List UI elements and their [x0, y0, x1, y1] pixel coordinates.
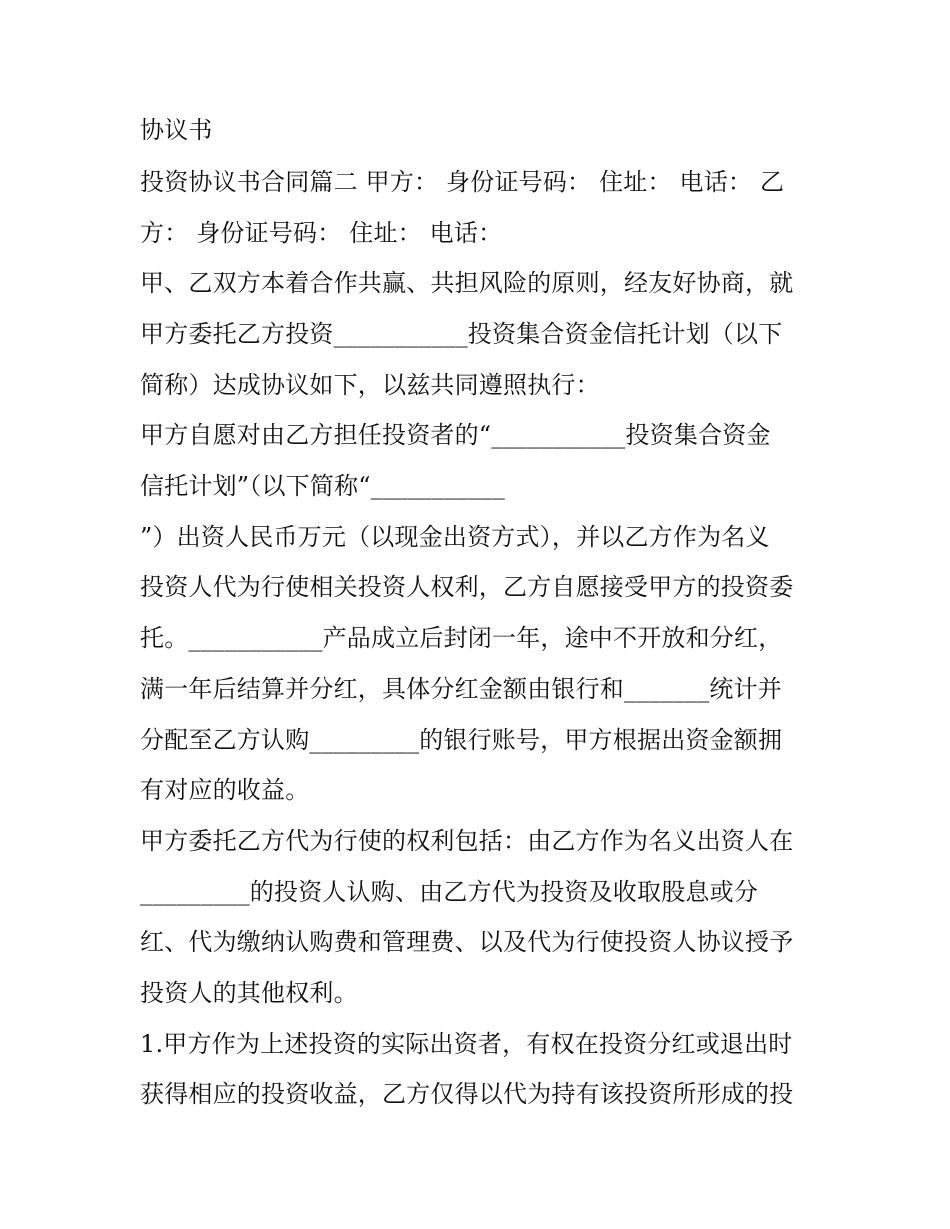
- text-line: ”）出资人民币万元（以现金出资方式），并以乙方作为名义: [140, 523, 770, 551]
- text-line: 甲方自愿对由乙方担任投资者的“___________投资集合资金: [140, 421, 771, 449]
- text-line: 甲方委托乙方代为行使的权利包括：由乙方作为名义出资人在: [140, 827, 794, 855]
- text-line: 托。___________产品成立后封闭一年，途中不开放和分红，: [140, 624, 783, 652]
- text-line: 信托计划”（以下简称“___________: [140, 472, 505, 500]
- document-title: 协议书: [140, 116, 213, 144]
- text-line: _________的投资人认购、由乙方代为投资及收取股息或分: [140, 878, 758, 906]
- text-line: 投资人的其他权利。: [140, 979, 358, 1007]
- text-line: 满一年后结算并分红，具体分红金额由银行和_______统计并: [140, 675, 782, 703]
- text-line: 甲方委托乙方投资___________投资集合资金信托计划（以下: [140, 320, 783, 348]
- text-line: 分配至乙方认购_________的银行账号，甲方根据出资金额拥: [140, 726, 783, 754]
- text-line: 获得相应的投资收益，乙方仅得以代为持有该投资所形成的投: [140, 1080, 794, 1108]
- text-line: 甲、乙双方本着合作共赢、共担风险的原则，经友好协商，就: [140, 269, 794, 297]
- text-line: 1.甲方作为上述投资的实际出资者，有权在投资分红或退出时: [140, 1030, 793, 1058]
- text-line: 红、代为缴纳认购费和管理费、以及代为行使投资人协议授予: [140, 928, 794, 956]
- text-line: 有对应的收益。: [140, 776, 310, 804]
- text-line: 投资协议书合同篇二 甲方： 身份证号码： 住址： 电话： 乙: [140, 168, 785, 196]
- text-line: 投资人代为行使相关投资人权利，乙方自愿接受甲方的投资委: [140, 573, 794, 601]
- text-line: 简称）达成协议如下，以兹共同遵照执行：: [140, 371, 600, 399]
- text-line: 方： 身份证号码： 住址： 电话：: [140, 219, 503, 247]
